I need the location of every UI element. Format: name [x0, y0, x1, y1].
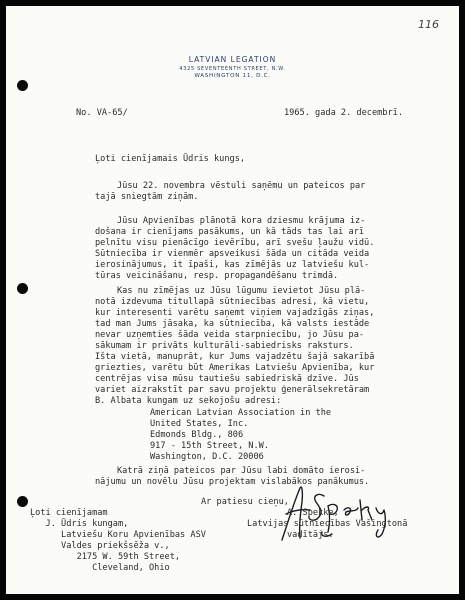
para4-line: nājumu un novēlu Jūsu projektam vislabākos panākumus. [95, 477, 370, 487]
signatory-block [247, 508, 437, 541]
para3-line: notā izdevuma titullapā sūtniecības adresi, kā vietu, [95, 297, 370, 307]
para3-line: kur interesenti varētu saņemt viņiem vajadzīgās ziņas, [95, 308, 375, 318]
address-line: Edmonds Bldg., 806 [150, 430, 244, 440]
para2-line: došana ir cienījams pasākums, un kā tāds tas lai arī [95, 227, 365, 237]
signatory-name: A. Spekke, [287, 508, 339, 518]
paragraph-2 [95, 216, 396, 282]
paragraph-3 [95, 286, 396, 407]
para3-line: nevar uzņemties šāda veida starpniecību, jo Jūsu pa- [95, 330, 365, 340]
para3-line: Išta vietā, manuprāt, kur Jums vajadzētu šajā sakarībā [95, 352, 375, 362]
para2-line: tūras veicināšanu, resp. propagandēšanu trimdā. [95, 271, 339, 281]
closing: Ar patiesu cieņu, [201, 497, 289, 507]
signatory-role: vadītājs. [287, 530, 334, 540]
page-number: 116 [418, 18, 439, 31]
recipient-line: J. Ūdris kungam, [30, 519, 129, 529]
para2-line: Jūsu Apvienības plānotā kora dziesmu krājuma iz- [117, 216, 366, 226]
para1-line: tajā sniegtām ziņām. [95, 192, 199, 202]
para3-line: variet aizrakstīt par savu projektu ģenerālsekretāram [95, 385, 370, 395]
para3-line: sākumam ir privāts kulturāli-sabiedrisks raksturs. [95, 341, 354, 351]
para2-line: pelnītu visu pienācīgo ievērību, arī svešu ļaužu vidū. [95, 238, 375, 248]
address-line: Washington, D.C. 20006 [150, 452, 264, 462]
para1-line: Jūsu 22. novembra vēstuli saņēmu un pateicos par [117, 181, 366, 191]
paragraph-1 [95, 181, 366, 203]
salutation: Ļoti cienījamais Ūdris kungs, [95, 154, 246, 164]
letter-date: 1965. gada 2. decembrī. [284, 108, 403, 118]
para4-line: Katrā ziņā pateicos par Jūsu labi domāto ierosi- [117, 466, 366, 476]
letterhead-city: WASHINGTON 11, D.C. [194, 73, 271, 79]
para3-line: centrējas visa mūsu tautiešu sabiedriskā dzīve. Jūs [95, 374, 359, 384]
para3-line: Kas nu zīmējas uz Jūsu lūgumu ievietot Jūsu plā- [117, 286, 366, 296]
association-address [150, 408, 331, 463]
letterhead-street: 4325 SEVENTEENTH STREET, N.W. [179, 66, 286, 72]
punch-hole-bottom [17, 496, 28, 507]
para3-line: tad man Jums jāsaka, ka sūtniecība, kā valsts iestāde [95, 319, 370, 329]
para2-line: Sūtniecība ir vienmēr apsveikusi šāda un citāda veida [95, 249, 370, 259]
recipient-line: Ļoti cienījamam [30, 508, 108, 518]
para3-line: griezties, varētu būt Amerikas Latviešu Apvienība, kur [95, 363, 375, 373]
punch-hole-middle [17, 283, 28, 294]
para2-line: ierosinājumus, it īpaši, kas zīmējās uz latviešu kul- [95, 260, 370, 270]
recipient-block [30, 508, 206, 574]
para3-line: B. Albata kungam uz sekojošu adresi: [95, 396, 282, 406]
punch-hole-top [17, 80, 28, 91]
address-line: 917 - 15th Street, N.W. [150, 441, 269, 451]
recipient-line: Valdes priekšsēža v., [30, 541, 170, 551]
address-line: American Latvian Association in the [150, 408, 332, 418]
letterhead-title: LATVIAN LEGATION [188, 55, 277, 64]
recipient-line: Cleveland, Ohio [30, 563, 170, 573]
recipient-line: Latviešu Koru Apvienības ASV [30, 530, 206, 540]
address-line: United States, Inc. [150, 419, 249, 429]
recipient-line: 2175 W. 59th Street, [30, 552, 181, 562]
signatory-title: Latvijas sūtniecības Vašingtonā [247, 519, 408, 529]
reference-number: No. VA-65/ [76, 108, 128, 118]
